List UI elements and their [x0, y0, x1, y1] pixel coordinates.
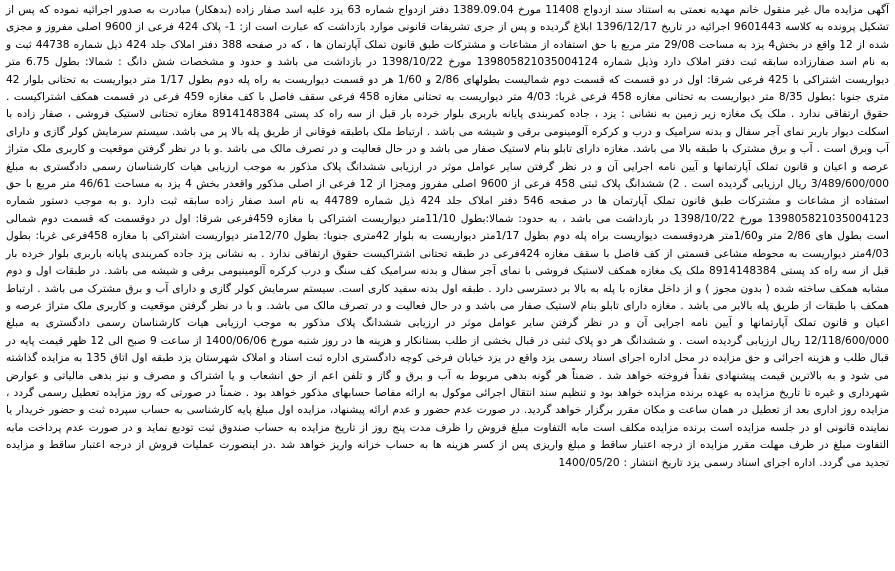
auction-notice-text: آگهی مزایده مال غیر منقول خانم مهدیه نعمتی به استناد سند ازدواج 11408 مورخ 1389.09.04 دفتر ازدواج شماره 63 یزد علیه اسد صفار زاده (بدهکار) مبادرت به صدور اجرائیه نموده که پس از تشکیل پرونده به کلاسه 9601443 اجرائیه در تاریخ 1396/12/17 ابلاغ گردیده و پس از جری تشریفات قانونی موارد بازداشت که عبارت است از: 1- پلاک 424 فرعی از 9600 اصلی مفروز و مجزی شده از 12 واقع در بخش4 یزد به مساحت 29/08 متر مربع با حق استفاده از مشاعات و مشترکات طبق قانون تملک آپارتمان ها ، که در صفحه 388 دفتر املاک جلد 424 ذیل شماره 44738 ثبت و به نام اسد صفارزاده سابقه ثبت دفتر املاک دارد وذیل شماره 139805821035004124 مورخ 1398/10/22 در بازداشت می باشد و حدود و مشخصات شش دانگ : شمالا: بطول 6.75 متر دیواریست اشتراکی با 425 فرعی شرقا: اول در دو قسمت که قسمت دوم شمالیست بطولهای 2/86 و 1/60 هر دو قسمت دیواریست به راه پله دوم بطول 1/17 متر دیواریست به تحتانی بلوار 42 متری جنوبا :بطول 8/35 متر دیواریست به تحتانی مغازه 458 فرعی غربا: 4/03 متر دیواریست به تحتانی مغازه 458 فرعی سقف فاصل با کف مغازه 459 فرعی در قسمت همکف اشتراکیست . حقوق ارتفاقی ندارد . ملک یک مغازه زیر زمین به نشانی : یزد ، جاده کمربندی پایانه باربری بلوار خرده بار قبل از سه راه کد پستی 8914148384 مغازه تحتانی لاستیک فروشی ، صفار زاده با اسکلت دیوار باربر نمای آجر سفال و بدنه سرامیک و درب و کرکره آلومینومی برقی و شیشه می باشد . ارتباط ملک باطبقه فوقانی از طریق پله بالا پر می باشد. سیستم سرمایش کولر گازی و دارای آب وبرق است . آب و برق مشترک با طبقه بالا می باشد. مغازه دارای تابلو بنام لاستیک صفار می باشد و در حال فعالیت و در تصرف مالک می باشد .و با در نظر گرفتن موقعیت و کاربری ملک متراژ عرصه و اعیان و قانون تملک آپارتمانها و آیین نامه اجرایی آن و در نظر گرفتن سایر عوامل موثر در ارزیابی ششدانگ پلاک مذکور به موجب ارزیابی هیات کارشناسان رسمی دادگستری به مبلغ 3/489/600/000 ریال ارزیابی گردیده است . 2) ششدانگ پلاک ثبتی 458 فرعی از 9600 اصلی مفروز ومجزا از 12 فرعی از اصلی مذکور واقعدر بخش 4 یزد به مساحت 46/61 متر مربع با حق استفاده از مشاعات و مشترکات طبق قانون تملک آپارتمان ها در صفحه 546 دفتر املاک جلد 424 ذیل شماره 44789 به نام اسد صفار زاده سابقه ثبت دارد .و به موجب دستور شماره 139805821035004123 مورخ 1398/10/22 در بازداشت می باشد ، به حدود: شمالا:بطول 11/10متر دیواریست اشتراکی با مغازه 459فرعی شرقا: اول در دوقسمت که قسمت دوم شمالی است بطول های 2/86 متر و1/60متر هردوقسمت دیواریست براه پله دوم بطول 1/17متر دیواریست به بلوار 42متری جنوبا: بطول 12/70متر دیواریست اشتراکی با مغازه 458فرعی غربا: بطول 4/03متر دیواریست به محوطه مشاعی قسمتی از کف فاصل با سقف مغازه 424فرعی در طبقه تحتانی اشتراکیست حقوق ارتفاقی ندارد . به نشانی یزد جاده کمربندی پایانه باربری بلوار خرده بار قبل از سه راه کد پستی 8914148384 ملک یک مغازه همکف لاستیک فروشی با نمای آجر سفال و بدنه سرامیک کف سنگ و درب کرکره آلومینیومی برقی و شیشه می باشد. در طبقات اول و دوم مشابه همکف ساخته شده ( بدون مجوز ) و از داخل مغازه با پله به بالا بر دسترسی دارد . طبقه اول بدنه سفید کاری است. سیستم سرمایش کولر گازی و دارای آب و برق مشترک می باشد . ارتباط همکف با طبقات از طریق پله بالابر می باشد . مغازه دارای تابلو بنام لاستیک صفار می باشد و در حال فعالیت و در تصرف مالک می باشد. و با در نظر گرفتن موقعیت و کاربری ملک متراژ عرصه و اعیان و قانون تملک آپارتمانها و آیین نامه اجرایی آن و در نظر گرفتن سایر عوامل موثر در ارزیابی ششدانگ پلاک مذکور به موجب ارزیابی هیات کارشناسان رسمی دادگستری به مبلغ 12/118/600/000 ریال ارزیابی گردیده است . و ششدانگ هر دو پلاک ثبتی در قبال بخشی از طلب بستانکار و هزینه ها در روز شنبه مورخ 1400/06/06 از ساعت 9 صبح الی 12 ظهر قیمت پایه در قبال طلب و هزینه اجرائی و حق مزایده در محل اداره اجرای اسناد رسمی یزد واقع در یزد خیابان فرخی کوچه دادگستری اداره ثبت اسناد و املاک شهرستان یزد طبقه اول اتاق 135 به مزایده گذاشته می شود و به بالاترین قیمت پیشنهادی نقداً فروخته خواهد شد . ضمناً هر گونه بدهی مربوط به آب و برق و گاز و تلفن اعم از حق انشعاب و یا اشتراک و مصرف و نیز بدهی مالیاتی و عوارض شهرداری و غیره تا تاریخ مزایده به عهده برنده مزایده خواهد بود و تنظیم سند انتقال اجرائی موکول به ارائه مفاصا حسابهای مذکور خواهد بود . ضمناً در صورتی که روز مزایده تعطیل رسمی گردد ، مزایده روز اداری بعد از تعطیل در همان ساعت و مکان مقرر برگزار خواهد گردید. در صورت عدم حضور و عدم ارائه پیشنهاد، مزایده اول مبلغ پایه کارشناسی به حساب سپرده ثبت و حضور خریدار یا نماینده قانونی او در جلسه مزایده است برنده مزایده مکلف است مابه التفاوت مبلغ فروش را ظرف مدت پنج روز از تاریخ مزایده به حساب صندوق ثبت تودیع نماید و در صورت عدم پرداخت مابه التفاوت مبلغ در ظرف مهلت مقرر مزایده از درجه اعتبار ساقط و مبلغ واریزی پس از کسر هزینه ها به حساب خزانه واریز خواهد شد .در اینصورت عملیات فروش از درجه اعتبار ساقط و مزایده تجدید می گردد. اداره اجرای اسناد رسمی یزد تاریخ انتشار : 1400/05/20 — [6, 4, 890, 469]
